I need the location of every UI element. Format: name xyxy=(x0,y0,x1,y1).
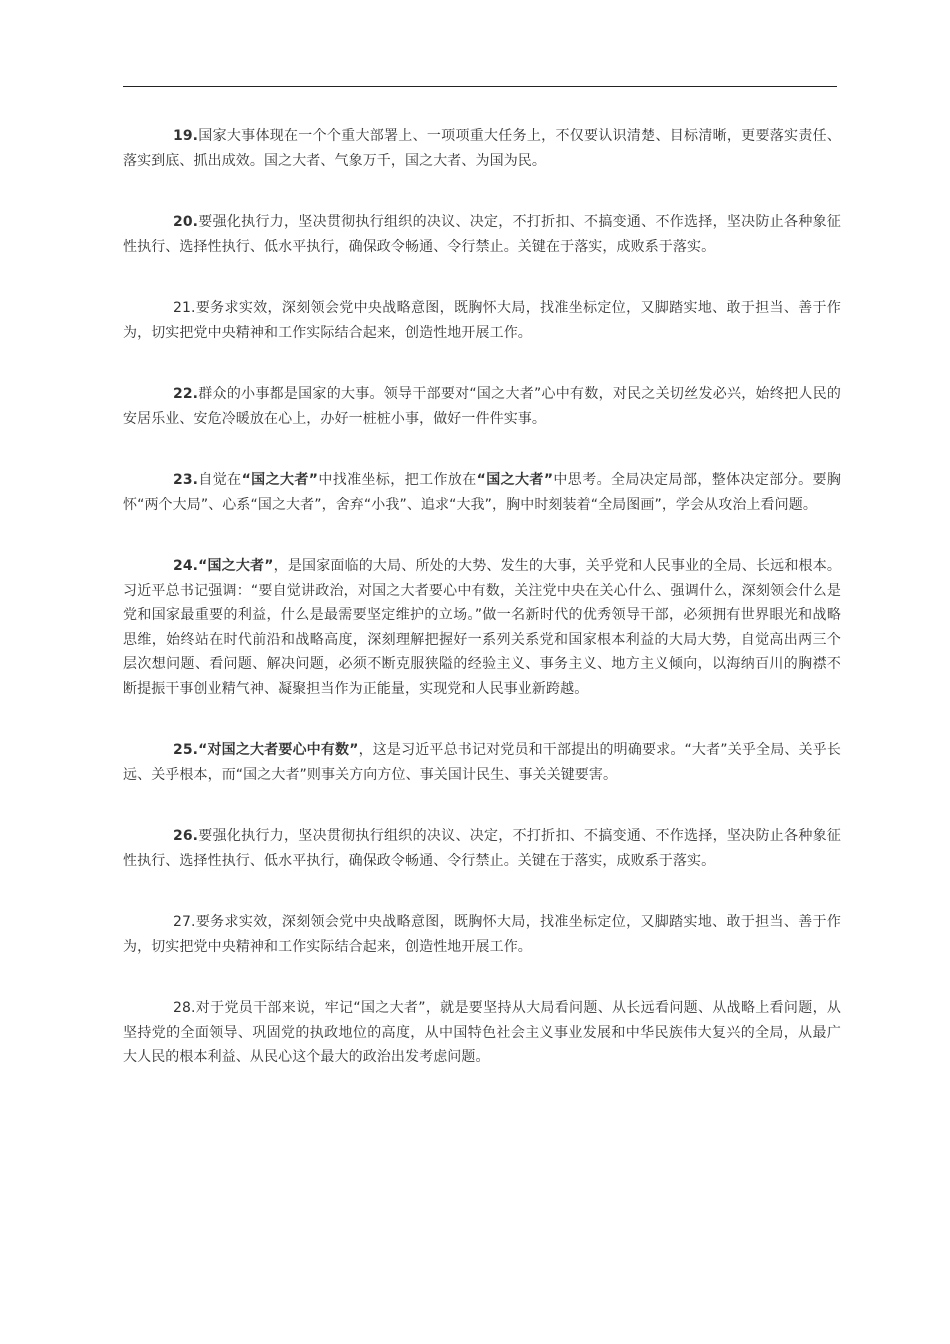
paragraph-22 xyxy=(123,382,841,431)
paragraph-number: 19. xyxy=(173,128,199,144)
paragraph-lead: “国之大者” xyxy=(198,558,274,574)
paragraph-text: 对于党员干部来说，牢记“国之大者”，就是要坚持从大局看问题、从长远看问题、从战略上看问题，从坚持党的全面领导、巩固党的执政地位的高度，从中国特色社会主义事业发展和中华民族伟大复兴的全局，从最广大人民的根本利益、从民心这个最大的政治出发考虑问题。 xyxy=(123,1000,841,1065)
paragraph-28 xyxy=(123,996,841,1070)
paragraph-text: 自觉在 xyxy=(198,472,242,488)
paragraph-number: 26. xyxy=(173,828,199,844)
paragraph-number: 20. xyxy=(173,214,199,230)
paragraph-text: 国家大事体现在一个个重大部署上、一项项重大任务上，不仅要认识清楚、目标清晰，更要落实责任、落实到底、抓出成效。国之大者、气象万千，国之大者、为国为民。 xyxy=(123,128,841,169)
paragraph-21 xyxy=(123,296,841,345)
paragraph-text: ，是国家面临的大局、所处的大势、发生的大事，关乎党和人民事业的全局、长远和根本。习近平总书记强调：“要自觉讲政治，对国之大者要心中有数，关注党中央在关心什么、强调什么，深刻领会什么是党和国家最重要的利益，什么是最需要坚定维护的立场。”做一名新时代的优秀领导干部，必须拥有世界眼光和战略思维，始终站在时代前沿和战略高度，深刻理解把握好一系列关系党和国家根本利益的大局大势，自觉高出两三个层次想问题、看问题、解决问题，必须不断克服狭隘的经验主义、事务主义、地方主义倾向，以海纳百川的胸襟不断提振干事创业精气神、凝聚担当作为正能量，实现党和人民事业新跨越。 xyxy=(123,558,841,697)
paragraph-text: 群众的小事都是国家的大事。领导干部要对“国之大者”心中有数，对民之关切丝发必兴，始终把人民的安居乐业、安危冷暖放在心上，办好一桩桩小事，做好一件件实事。 xyxy=(123,386,841,427)
paragraph-number: 23. xyxy=(173,472,199,488)
paragraph-number: 25. xyxy=(173,742,199,758)
paragraph-23 xyxy=(123,468,841,517)
paragraph-20 xyxy=(123,210,841,259)
header-rule xyxy=(123,86,837,87)
paragraph-24 xyxy=(123,554,841,701)
paragraph-25 xyxy=(123,738,841,787)
paragraph-lead: “对国之大者要心中有数” xyxy=(198,742,359,758)
document-body xyxy=(123,124,841,1070)
paragraph-number: 28. xyxy=(173,1000,196,1016)
paragraph-text: 要务求实效，深刻领会党中央战略意图，既胸怀大局，找准坐标定位，又脚踏实地、敢于担当、善于作为，切实把党中央精神和工作实际结合起来，创造性地开展工作。 xyxy=(123,300,841,341)
paragraph-text: 要务求实效，深刻领会党中央战略意图，既胸怀大局，找准坐标定位，又脚踏实地、敢于担当、善于作为，切实把党中央精神和工作实际结合起来，创造性地开展工作。 xyxy=(123,914,841,955)
paragraph-text: ，这是习近平总书记对党员和干部提出的明确要求。“大者”关乎全局、关乎长远、关乎根本，而“国之大者”则事关方向方位、事关国计民生、事关关键要害。 xyxy=(123,742,841,783)
paragraph-text: 要强化执行力，坚决贯彻执行组织的决议、决定，不打折扣、不搞变通、不作选择，坚决防止各种象征性执行、选择性执行、低水平执行，确保政令畅通、令行禁止。关键在于落实，成败系于落实。 xyxy=(123,828,841,869)
paragraph-text: 中思考。全局决定局部，整体决定部分。要胸怀“两个大局”、心系“国之大者”，舍弃“小我”、追求“大我”，胸中时刻装着“全局图画”，学会从攻治上看问题。 xyxy=(123,472,841,513)
paragraph-number: 27. xyxy=(173,914,196,930)
paragraph-emphasis: “国之大者” xyxy=(241,472,319,488)
paragraph-text: 中找准坐标，把工作放在 xyxy=(318,472,477,488)
paragraph-number: 22. xyxy=(173,386,199,402)
paragraph-text: 要强化执行力，坚决贯彻执行组织的决议、决定，不打折扣、不搞变通、不作选择，坚决防止各种象征性执行、选择性执行、低水平执行，确保政令畅通、令行禁止。关键在于落实，成败系于落实。 xyxy=(123,214,841,255)
paragraph-27 xyxy=(123,910,841,959)
paragraph-19 xyxy=(123,124,841,173)
paragraph-number: 21. xyxy=(173,300,196,316)
paragraph-26 xyxy=(123,824,841,873)
paragraph-number: 24. xyxy=(173,558,199,574)
paragraph-emphasis: “国之大者” xyxy=(476,472,554,488)
